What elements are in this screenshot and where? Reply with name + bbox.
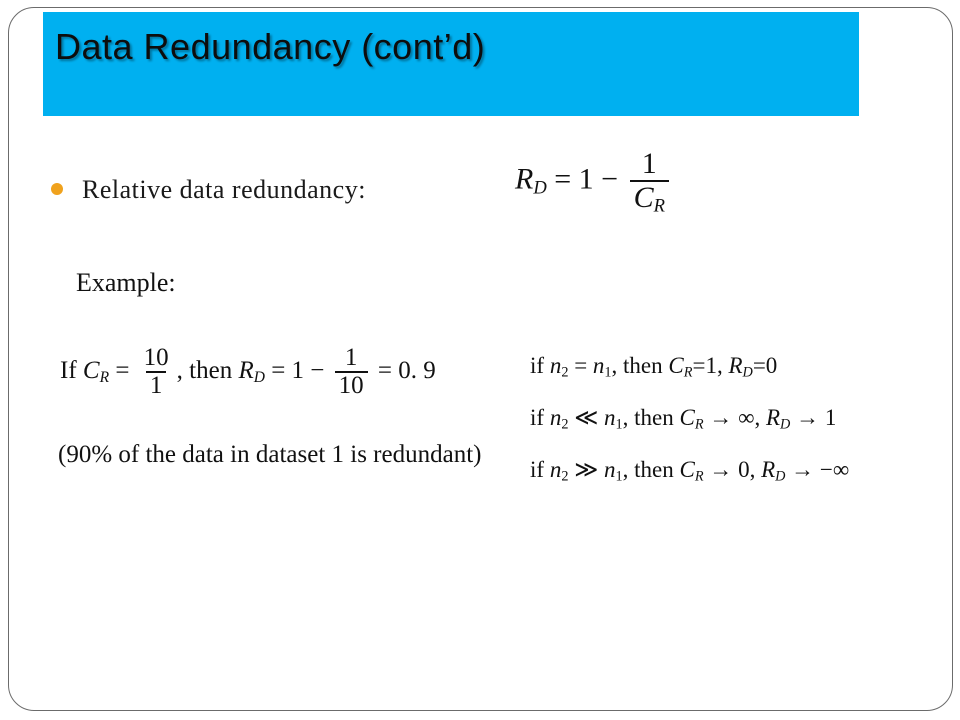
case-n2: n xyxy=(549,353,562,378)
formula-cr-sub: R xyxy=(653,195,665,217)
case-then: , then xyxy=(622,457,674,482)
example-label: Example: xyxy=(76,268,176,297)
example-cr-sub: R xyxy=(99,368,110,386)
formula-rd-sub: D xyxy=(533,177,547,199)
example-then: , then xyxy=(176,356,233,384)
bullet-dot-icon xyxy=(51,183,63,195)
case-n2: n xyxy=(549,457,562,482)
case-n1-sub: 1 xyxy=(615,416,623,433)
example-frac-den: 1 xyxy=(146,371,167,399)
formula-cr-var: C xyxy=(633,180,654,214)
case-cr-value: =1, xyxy=(692,353,723,378)
example-result: = 0. 9 xyxy=(377,356,436,384)
example-right-case-much-greater xyxy=(530,457,849,486)
case-cr: C xyxy=(679,457,695,482)
example-left-equation xyxy=(60,345,436,400)
example-eq-one-minus: = 1 − xyxy=(271,356,325,384)
case-n1-sub: 1 xyxy=(615,468,623,485)
case-then: , then xyxy=(611,353,663,378)
case-n2: n xyxy=(549,405,562,430)
example-rd-var: R xyxy=(238,356,254,384)
case-n2-sub: 2 xyxy=(561,416,569,433)
slide-title: Data Redundancy (cont’d) xyxy=(55,26,486,67)
formula-frac-num: 1 xyxy=(641,147,657,180)
case-rd: R xyxy=(761,457,776,482)
case-n1-sub: 1 xyxy=(604,364,612,381)
case-relation: = xyxy=(574,353,588,378)
bullet-relative-redundancy: Relative data redundancy: xyxy=(82,175,366,204)
formula-equals-one-minus: = 1 − xyxy=(554,162,619,196)
case-cr-sub: R xyxy=(694,416,704,433)
formula-rd-var: R xyxy=(515,162,534,196)
case-n1: n xyxy=(592,353,605,378)
case-rd: R xyxy=(728,353,743,378)
formula-fraction xyxy=(630,148,669,216)
example-right-case-equal xyxy=(530,353,777,382)
case-if: if xyxy=(530,405,545,430)
example-rd-sub: D xyxy=(253,368,265,386)
case-rd-sub: D xyxy=(775,468,786,485)
formula-relative-redundancy xyxy=(515,148,673,216)
case-rd: R xyxy=(765,405,781,430)
case-cr: C xyxy=(668,353,684,378)
case-rd-value: =0 xyxy=(752,353,778,378)
example-frac2-num: 1 xyxy=(344,344,358,371)
case-n1: n xyxy=(604,457,616,482)
case-cr-value: → 0, xyxy=(709,457,756,482)
case-relation: ≫ xyxy=(574,457,599,482)
case-cr-sub: R xyxy=(694,468,704,485)
example-frac-num: 10 xyxy=(143,344,169,371)
case-n2-sub: 2 xyxy=(561,364,569,381)
formula-frac-den xyxy=(630,180,669,216)
case-rd-value: → −∞ xyxy=(791,457,850,482)
case-rd-sub: D xyxy=(780,416,791,433)
example-frac-one-over-ten xyxy=(335,345,368,400)
example-left-note: (90% of the data in dataset 1 is redundant) xyxy=(58,441,482,468)
example-eq: = xyxy=(115,356,130,384)
example-if: If xyxy=(60,356,77,384)
case-relation: ≪ xyxy=(574,405,599,430)
case-cr: C xyxy=(679,405,695,430)
case-if: if xyxy=(530,353,545,378)
case-n1: n xyxy=(604,405,616,430)
example-right-case-much-less xyxy=(530,405,836,434)
case-rd-sub: D xyxy=(742,364,753,381)
example-cr-var: C xyxy=(82,356,100,384)
case-if: if xyxy=(530,457,545,482)
case-cr-value: → ∞, xyxy=(709,405,761,430)
case-n2-sub: 2 xyxy=(561,468,569,485)
case-cr-sub: R xyxy=(683,364,693,381)
case-rd-value: → 1 xyxy=(796,405,837,430)
example-frac2-den: 10 xyxy=(335,371,368,399)
example-frac-ten-over-one xyxy=(140,345,173,400)
case-then: , then xyxy=(622,405,674,430)
